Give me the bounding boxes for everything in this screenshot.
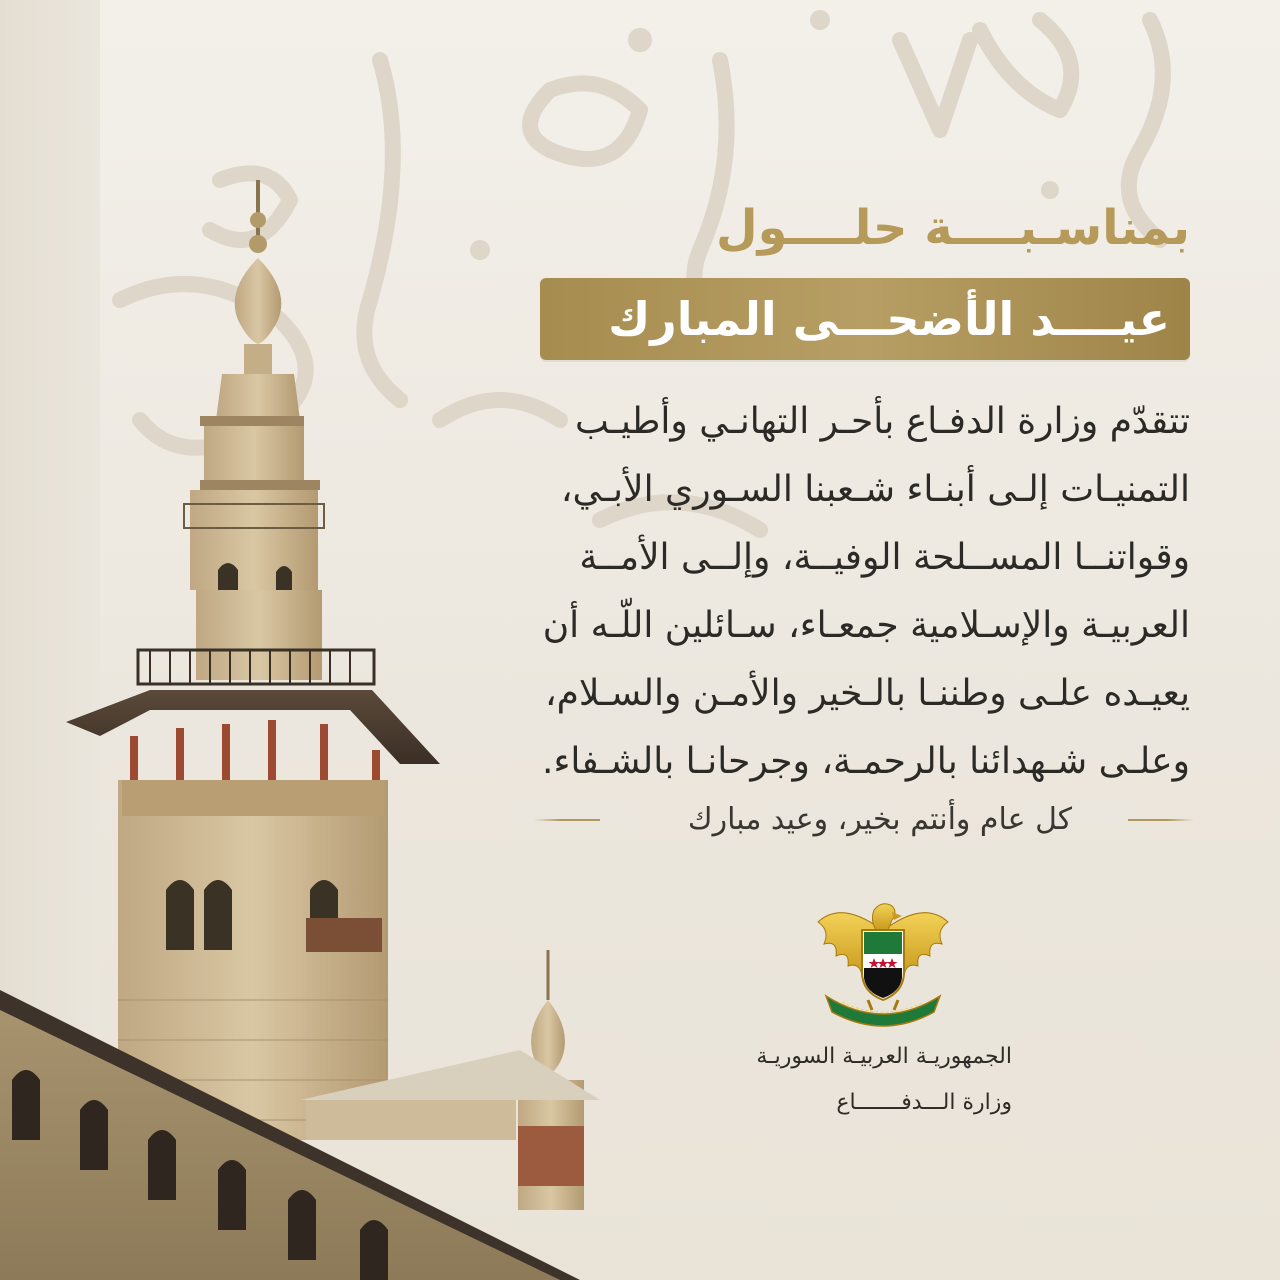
ornament-divider bbox=[1128, 819, 1194, 821]
republic-name: الجمهوريـة العربيـة السوريـة bbox=[756, 1044, 1012, 1069]
message-line: العربيـة والإسـلامية جمعـاء، سـائلين اللّـه أن bbox=[542, 605, 1190, 646]
message-line: التمنيـات إلـى أبنـاء شـعبنا السـوري الأبـي، bbox=[560, 469, 1190, 510]
ministry-name: وزارة الـــدفـــــــاع bbox=[836, 1090, 1012, 1115]
message-line: تتقدّم وزارة الدفـاع بأحـر التهانـي وأطيـب bbox=[574, 401, 1190, 442]
closing-greeting: كل عام وأنتم بخير، وعيد مبارك bbox=[687, 802, 1073, 837]
message-line: وعلـى شـهدائنا بالرحمـة، وجرحانـا بالشـفاء. bbox=[542, 741, 1190, 782]
greeting-message bbox=[530, 388, 1190, 796]
message-line: يعيـده علـى وطننـا بالـخير والأمـن والسـلام، bbox=[544, 673, 1190, 714]
eid-title-banner bbox=[540, 278, 1190, 360]
syrian-eagle-emblem-icon bbox=[812, 900, 954, 1032]
occasion-heading: بمناسـبــــة حلــــول bbox=[715, 200, 1190, 256]
closing-row bbox=[92, 792, 1192, 848]
message-line: وقواتنــا المســلحة الوفيــة، وإلــى الأمــة bbox=[579, 537, 1190, 578]
ornament-divider bbox=[534, 819, 600, 821]
eid-title: عيــــد الأضحـــى المبارك bbox=[608, 292, 1170, 346]
